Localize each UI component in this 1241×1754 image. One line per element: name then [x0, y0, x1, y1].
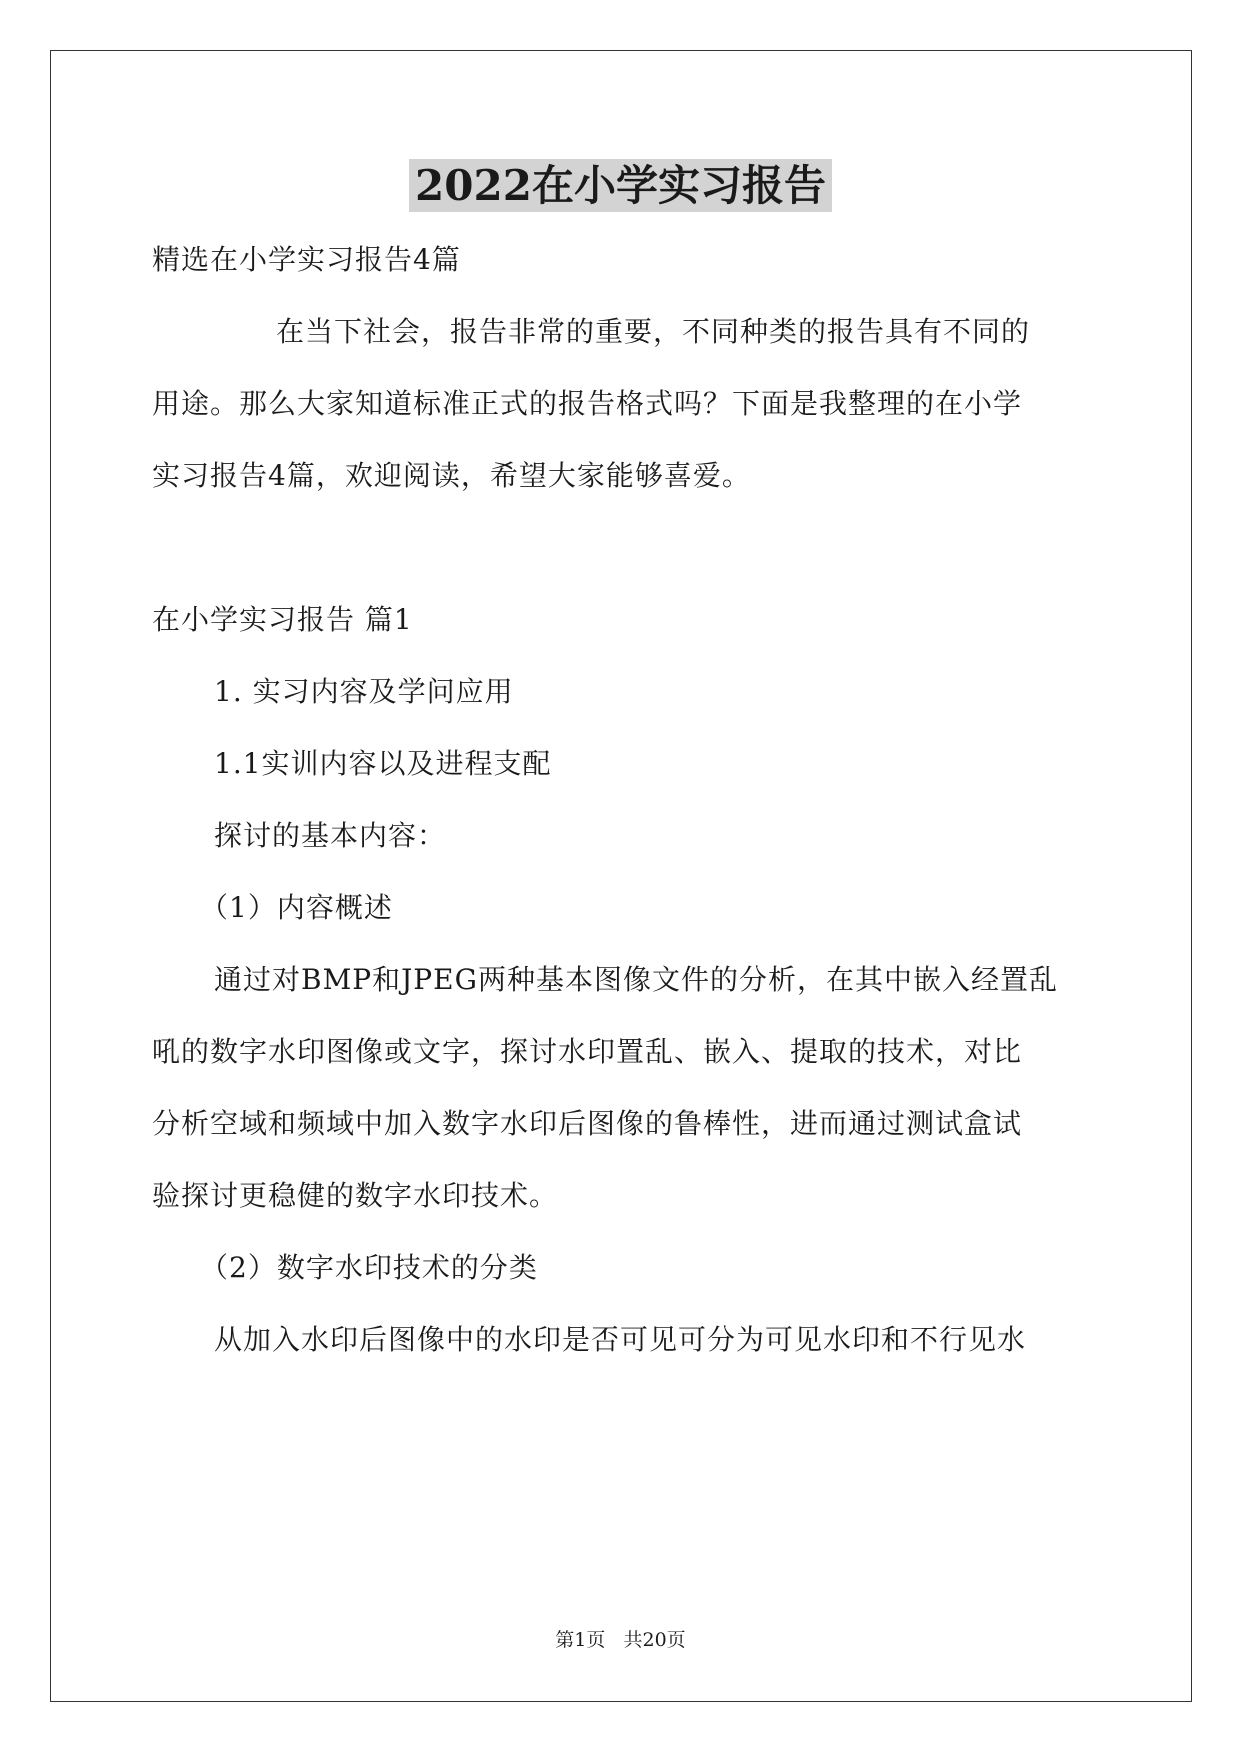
intro-line-3: 实习报告4篇，欢迎阅读，希望大家能够喜爱。: [152, 459, 751, 492]
section-heading: 在小学实习报告 篇1: [152, 603, 413, 636]
body-line-3: 分析空域和频域中加入数字水印后图像的鲁棒性，进而通过测试盒试: [152, 1107, 1023, 1140]
document-title: [0, 158, 1241, 214]
subheading-2: （2）数字水印技术的分类: [200, 1251, 538, 1284]
page-footer: 第1页 共20页: [555, 1629, 686, 1651]
heading-level-2: 1.1实训内容以及进程支配: [214, 747, 552, 780]
body-line-1: 通过对BMP和JPEG两种基本图像文件的分析，在其中嵌入经置乱: [214, 963, 1058, 996]
heading-level-1: 1. 实习内容及学问应用: [214, 675, 514, 708]
body-line-5: 从加入水印后图像中的水印是否可见可分为可见水印和不行见水: [214, 1323, 1027, 1356]
subheading-1: （1）内容概述: [200, 891, 393, 924]
body-line-2: 吼的数字水印图像或文字，探讨水印置乱、嵌入、提取的技术，对比: [152, 1035, 1023, 1068]
content-label: 探讨的基本内容：: [214, 819, 447, 852]
page-border: [50, 50, 1192, 1702]
body-line-4: 验探讨更稳健的数字水印技术。: [152, 1179, 559, 1212]
intro-line-2: 用途。那么大家知道标准正式的报告格式吗？下面是我整理的在小学: [152, 387, 1023, 420]
document-title-text: 2022在小学实习报告: [409, 159, 832, 212]
intro-line-1: 在当下社会，报告非常的重要，不同种类的报告具有不同的: [276, 315, 1031, 348]
subtitle-line: 精选在小学实习报告4篇: [152, 243, 461, 276]
